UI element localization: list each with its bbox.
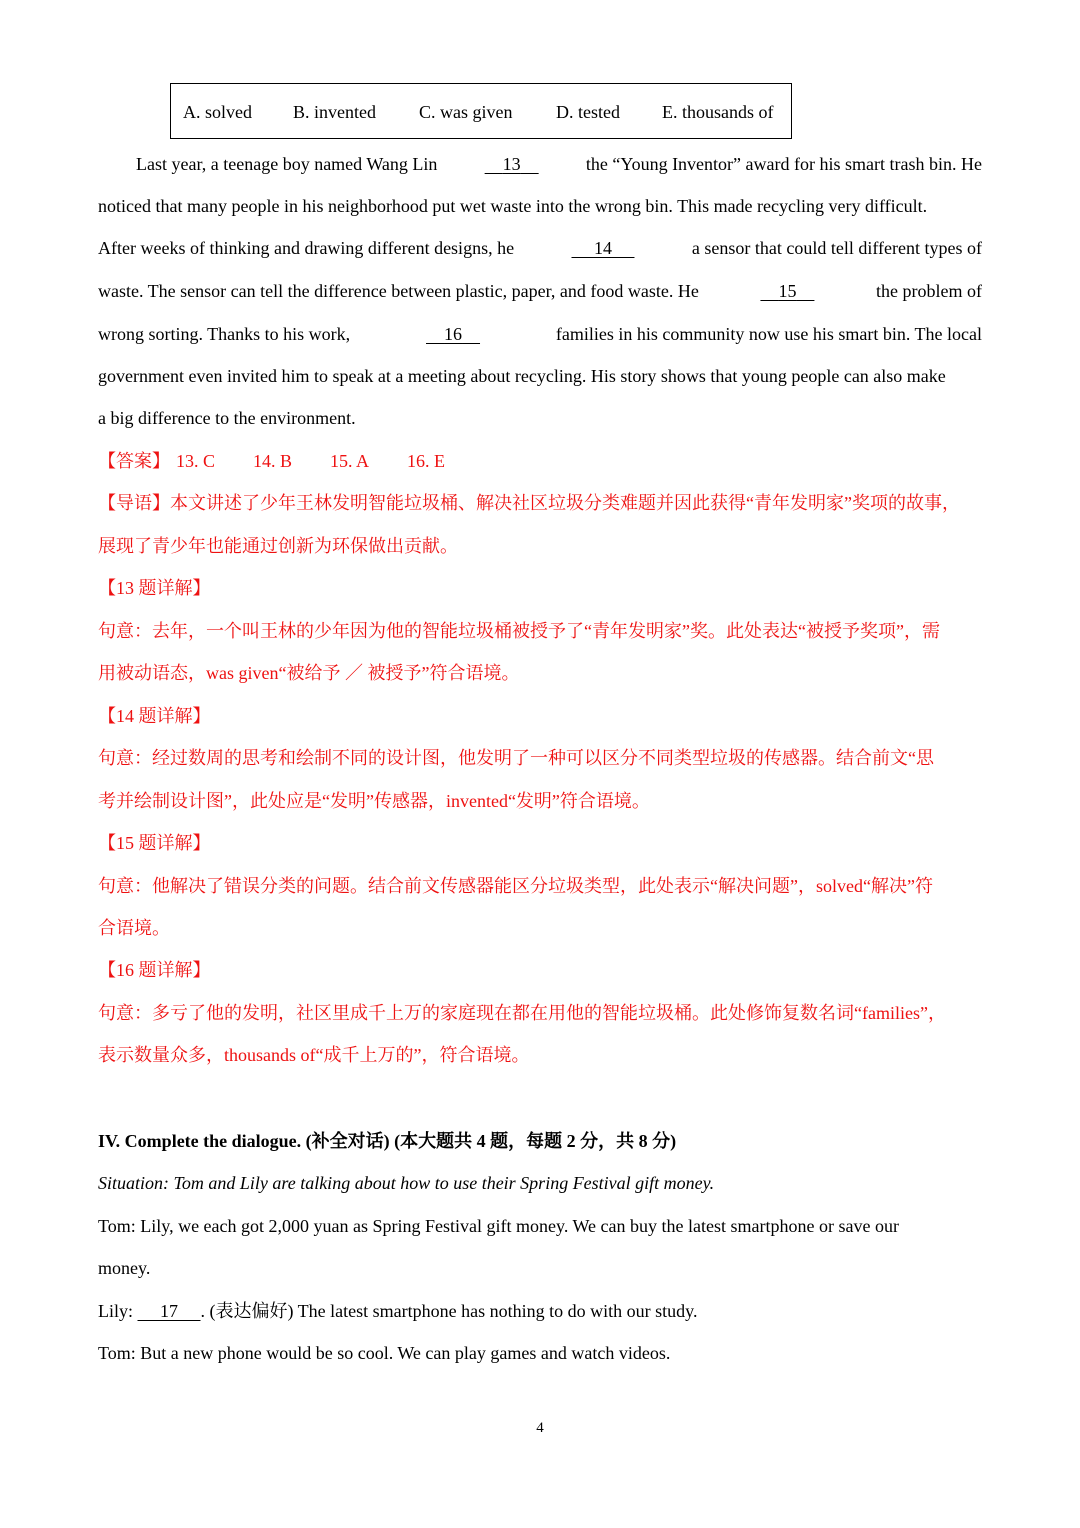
dialogue-tom-1: Tom: Lily, we each got 2,000 yuan as Spring Festival gift money. We can buy the latest smartphone or save our (98, 1216, 899, 1236)
passage-line-6: government even invited him to speak at a meeting about recycling. His story shows that young people can also make (98, 366, 946, 386)
dialogue-tom-1-cont: money. (98, 1258, 151, 1278)
explanation-14-line-1: 句意：经过数周的思考和绘制不同的设计图，他发明了一种可以区分不同类型垃圾的传感器。结合前文“思 (98, 748, 934, 768)
situation-text: : Tom and Lily are talking about how to use their Spring Festival gift money. (163, 1173, 715, 1193)
word-options-box (170, 83, 792, 139)
blank-16: 16 (444, 324, 463, 344)
passage-text: wrong sorting. Thanks to his work, (98, 324, 351, 344)
dialogue-lily-1 (98, 1299, 982, 1323)
passage-line-3 (98, 236, 982, 260)
option-d: D. tested (556, 102, 620, 122)
guide-line-1 (98, 491, 982, 515)
explanation-16-heading: 【16 题详解】 (98, 960, 211, 980)
guide-line-2: 展现了青少年也能通过创新为环保做出贡献。 (98, 536, 458, 556)
document-page (98, 0, 982, 1528)
guide-text: 本文讲述了少年王林发明智能垃圾桶、解决社区垃圾分类难题并因此获得“青年发明家”奖项的故事， (170, 493, 960, 513)
explanation-16-line-2: 表示数量众多，thousands of“成千上万的”，符合语境。 (98, 1045, 530, 1065)
explanation-15-line-1: 句意：他解决了错误分类的问题。结合前文传感器能区分垃圾类型，此处表示“解决问题”，solved“解决”符 (98, 876, 933, 896)
passage-text: the “Young Inventor” award for his smart trash bin. He (585, 154, 982, 174)
passage-line-1 (98, 152, 982, 176)
explanation-16-line-1: 句意：多亏了他的发明，社区里成千上万的家庭现在都在用他的智能垃圾桶。此处修饰复数名词“families”， (98, 1003, 946, 1023)
passage-line-2: noticed that many people in his neighborhood put wet waste into the wrong bin. This made recycling very difficult. (98, 196, 928, 216)
answer-15: 15. A (330, 451, 370, 471)
answer-14: 14. B (253, 451, 293, 471)
explanation-13-line-1: 句意：去年，一个叫王林的少年因为他的智能垃圾桶被授予了“青年发明家”奖。此处表达“被授予奖项”，需 (98, 621, 940, 641)
option-c: C. was given (419, 102, 513, 122)
explanation-14-line-2: 考并绘制设计图”，此处应是“发明”传感器，invented“发明”符合语境。 (98, 791, 650, 811)
passage-text: a sensor that could tell different types of (691, 238, 982, 258)
guide-tag: 【导语】 (98, 493, 170, 513)
blank-13: 13 (502, 154, 521, 174)
option-b: B. invented (293, 102, 376, 122)
passage-text: Last year, a teenage boy named Wang Lin (136, 154, 438, 174)
answer-16: 16. E (407, 451, 446, 471)
passage-text: waste. The sensor can tell the difference between plastic, paper, and food waste. He (98, 281, 699, 301)
passage-line-7: a big difference to the environment. (98, 408, 356, 428)
passage-text: After weeks of thinking and drawing different designs, he (98, 238, 515, 258)
explanation-15-heading: 【15 题详解】 (98, 833, 211, 853)
explanation-13-heading: 【13 题详解】 (98, 578, 211, 598)
explanation-13-line-2: 用被动语态，was given“被给予 ／ 被授予”符合语境。 (98, 663, 520, 683)
dialogue-tom-2: Tom: But a new phone would be so cool. We can play games and watch videos. (98, 1343, 671, 1363)
passage-text: the problem of (876, 281, 982, 301)
blank-14: 14 (593, 238, 612, 258)
speaker-lily: Lily: (98, 1301, 138, 1321)
answer-tag: 【答案】 (98, 451, 170, 471)
option-e: E. thousands of (662, 102, 774, 122)
dialogue-text: . (表达偏好) The latest smartphone has nothing to do with our study. (200, 1301, 698, 1321)
answer-13: 13. C (176, 451, 216, 471)
passage-line-4 (98, 279, 982, 303)
explanation-14-heading: 【14 题详解】 (98, 706, 211, 726)
blank-15: 15 (778, 281, 797, 301)
section-4-title: IV. Complete the dialogue. (补全对话) (本大题共 4 题，每题 2 分，共 8 分) (98, 1131, 677, 1151)
option-a: A. solved (183, 102, 252, 122)
passage-line-5 (98, 322, 982, 346)
page-number: 4 (536, 1420, 544, 1436)
situation-line (98, 1171, 982, 1195)
explanation-15-line-2: 合语境。 (98, 918, 170, 938)
answer-line (98, 449, 982, 473)
situation-label: Situation (98, 1173, 164, 1193)
passage-text: families in his community now use his smart bin. The local (555, 324, 982, 344)
blank-17: 17 (160, 1301, 178, 1321)
